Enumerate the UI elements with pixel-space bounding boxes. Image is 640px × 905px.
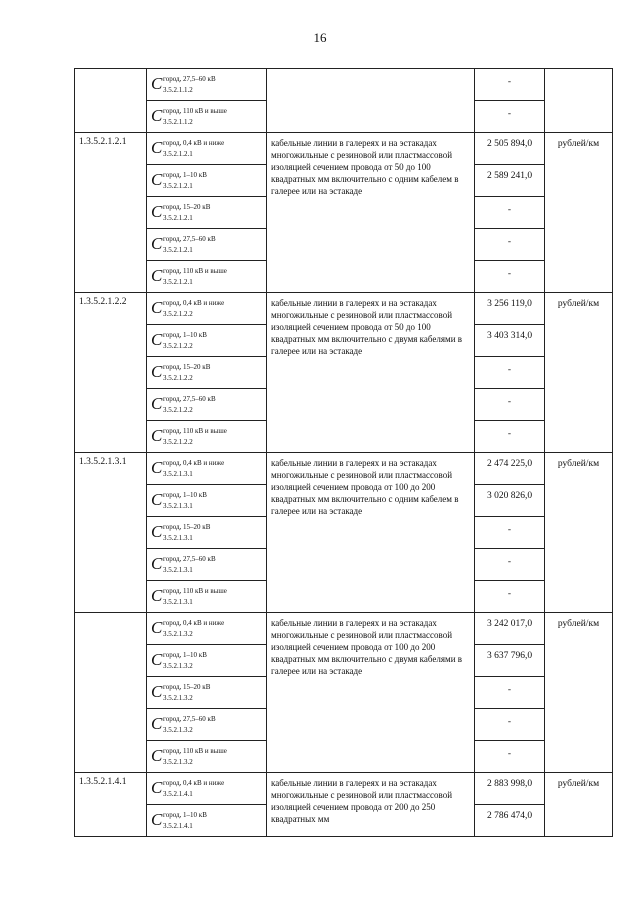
rate-value-text: 2 883 998,0 (486, 779, 533, 789)
rate-value (475, 485, 545, 517)
unit-label: рублей/км (557, 299, 600, 309)
rate-value (475, 101, 545, 133)
symbol-index: 3.5.2.1.4.1 (163, 822, 193, 830)
rate-value-text: - (507, 269, 512, 279)
rate-symbol (147, 389, 267, 421)
voltage-class: город, 0,4 кВ и ниже (163, 459, 225, 467)
unit-cell (545, 613, 613, 773)
rate-value-text: - (507, 237, 512, 247)
unit-cell (545, 453, 613, 613)
unit-cell (545, 133, 613, 293)
rate-symbol (147, 773, 267, 805)
symbol-letter: C (151, 810, 163, 829)
symbol-letter: C (151, 586, 163, 605)
rate-symbol (147, 677, 267, 709)
unit-label: рублей/км (557, 619, 600, 629)
voltage-class: город, 27,5–60 кВ (163, 395, 216, 403)
rate-value (475, 741, 545, 773)
symbol-index: 3.5.2.1.2.1 (163, 214, 193, 222)
rate-symbol (147, 357, 267, 389)
symbol-index: 3.5.2.1.3.1 (163, 502, 193, 510)
rate-value-text: - (507, 557, 512, 567)
symbol-index: 3.5.2.1.2.2 (163, 406, 193, 414)
voltage-class: город, 15–20 кВ (163, 523, 211, 531)
rate-value-text: - (507, 717, 512, 727)
symbol-index: 3.5.2.1.2.2 (163, 438, 193, 446)
symbol-letter: C (151, 234, 163, 253)
symbol-index: 3.5.2.1.2.2 (163, 342, 193, 350)
rate-value-text: 2 474 225,0 (486, 459, 533, 469)
symbol-letter: C (151, 202, 163, 221)
rate-value (475, 293, 545, 325)
voltage-class: город, 27,5–60 кВ (163, 715, 216, 723)
line-description: кабельные линии в галереях и на эстакадах многожильные с резиновой или пластмассовой изоляцией сечением провода от 50 до 100 квадратных мм включительно с двумя кабелями в галерее или на эстакаде (267, 293, 475, 453)
line-description (267, 69, 475, 133)
rate-value (475, 197, 545, 229)
rate-value (475, 389, 545, 421)
unit-cell (545, 293, 613, 453)
rate-value-text: - (507, 589, 512, 599)
symbol-index: 3.5.2.1.2.1 (163, 150, 193, 158)
voltage-class: город, 1–10 кВ (163, 651, 207, 659)
voltage-class: город, 27,5–60 кВ (163, 75, 216, 83)
symbol-index: 3.5.2.1.3.2 (163, 662, 193, 670)
rate-value (475, 261, 545, 293)
symbol-letter: C (151, 426, 163, 445)
voltage-class: город, 0,4 кВ и ниже (163, 299, 225, 307)
voltage-class: город, 15–20 кВ (163, 683, 211, 691)
unit-label (545, 69, 612, 75)
rate-value-text: - (507, 397, 512, 407)
tariff-code: 1.3.5.2.1.3.1 (75, 453, 147, 613)
rate-value-text: 2 589 241,0 (486, 171, 533, 181)
voltage-class: город, 1–10 кВ (163, 331, 207, 339)
rate-value-text: - (507, 365, 512, 375)
voltage-class: город, 15–20 кВ (163, 203, 211, 211)
rate-value (475, 453, 545, 485)
unit-label: рублей/км (557, 779, 600, 789)
symbol-index: 3.5.2.1.2.2 (163, 374, 193, 382)
rate-value-text: 3 242 017,0 (486, 619, 533, 629)
unit-label: рублей/км (557, 139, 600, 149)
symbol-index: 3.5.2.1.1.2 (163, 118, 193, 126)
unit-label: рублей/км (557, 459, 600, 469)
symbol-index: 3.5.2.1.3.2 (163, 694, 193, 702)
tariff-code: 1.3.5.2.1.2.1 (75, 133, 147, 293)
rate-symbol (147, 549, 267, 581)
symbol-letter: C (151, 170, 163, 189)
rate-value-text: - (507, 525, 512, 535)
rate-value-text: 3 637 796,0 (486, 651, 533, 661)
rate-value (475, 325, 545, 357)
symbol-index: 3.5.2.1.4.1 (163, 790, 193, 798)
rate-value (475, 677, 545, 709)
tariff-code: 1.3.5.2.1.2.2 (75, 293, 147, 453)
symbol-index: 3.5.2.1.2.1 (163, 246, 193, 254)
rate-symbol (147, 485, 267, 517)
page-number: 16 (313, 30, 327, 45)
rate-value-text: 2 505 894,0 (486, 139, 533, 149)
rate-value-text: - (507, 685, 512, 695)
symbol-letter: C (151, 362, 163, 381)
symbol-letter: C (151, 266, 163, 285)
rate-symbol (147, 453, 267, 485)
rate-symbol (147, 197, 267, 229)
rate-value (475, 133, 545, 165)
rate-value (475, 805, 545, 837)
symbol-index: 3.5.2.1.1.2 (163, 86, 193, 94)
voltage-class: город, 0,4 кВ и ниже (163, 139, 225, 147)
rate-symbol (147, 645, 267, 677)
symbol-letter: C (151, 618, 163, 637)
rate-symbol (147, 69, 267, 101)
tariff-code: 1.3.5.2.1.4.1 (75, 773, 147, 837)
rate-symbol (147, 229, 267, 261)
voltage-class: город, 1–10 кВ (163, 491, 207, 499)
voltage-class: город, 0,4 кВ и ниже (163, 619, 225, 627)
symbol-letter: C (151, 298, 163, 317)
symbol-letter: C (151, 554, 163, 573)
voltage-class: город, 27,5–60 кВ (163, 235, 216, 243)
symbol-index: 3.5.2.1.3.1 (163, 534, 193, 542)
voltage-class: город, 1–10 кВ (163, 171, 207, 179)
tariff-code (75, 613, 147, 773)
unit-cell (545, 773, 613, 837)
rate-symbol (147, 165, 267, 197)
line-description: кабельные линии в галереях и на эстакадах многожильные с резиновой или пластмассовой изоляцией сечением провода от 100 до 200 квадратных мм включительно с двумя кабелями в галерее или на эстакаде (267, 613, 475, 773)
unit-cell (545, 69, 613, 133)
voltage-class: город, 1–10 кВ (163, 811, 207, 819)
table-row (75, 293, 613, 325)
symbol-letter: C (151, 650, 163, 669)
voltage-class: город, 27,5–60 кВ (163, 555, 216, 563)
rate-value-text: 2 786 474,0 (486, 811, 533, 821)
symbol-index: 3.5.2.1.2.1 (163, 182, 193, 190)
table-row (75, 453, 613, 485)
symbol-letter: C (151, 394, 163, 413)
rate-symbol (147, 805, 267, 837)
symbol-letter: C (151, 490, 163, 509)
rate-value (475, 165, 545, 197)
rate-value (475, 645, 545, 677)
rate-value (475, 773, 545, 805)
rate-value-text: - (507, 429, 512, 439)
rate-symbol (147, 421, 267, 453)
table-body (75, 69, 613, 837)
rate-value (475, 613, 545, 645)
line-description: кабельные линии в галереях и на эстакадах многожильные с резиновой или пластмассовой изоляцией сечением провода от 100 до 200 квадратных мм включительно с одним кабелем в галерее или на эстакаде (267, 453, 475, 613)
line-description: кабельные линии в галереях и на эстакадах многожильные с резиновой или пластмассовой изоляцией сечением провода от 50 до 100 квадратных мм включительно с одним кабелем в галерее или на эстакаде (267, 133, 475, 293)
symbol-index: 3.5.2.1.3.2 (163, 758, 193, 766)
voltage-class: город, 110 кВ и выше (163, 747, 227, 755)
rate-value (475, 229, 545, 261)
line-description: кабельные линии в галереях и на эстакадах многожильные с резиновой или пластмассовой изоляцией сечением провода от 200 до 250 квадратных мм (267, 773, 475, 837)
symbol-letter: C (151, 746, 163, 765)
voltage-class: город, 0,4 кВ и ниже (163, 779, 225, 787)
voltage-class: город, 110 кВ и выше (163, 427, 227, 435)
voltage-class: город, 110 кВ и выше (163, 267, 227, 275)
symbol-letter: C (151, 778, 163, 797)
symbol-letter: C (151, 458, 163, 477)
rate-value-text: 3 256 119,0 (487, 299, 532, 309)
rate-symbol (147, 517, 267, 549)
rate-value-text: 3 020 826,0 (486, 491, 533, 501)
rate-symbol (147, 101, 267, 133)
voltage-class: город, 110 кВ и выше (163, 587, 227, 595)
rate-symbol (147, 613, 267, 645)
rate-symbol (147, 741, 267, 773)
rate-value (475, 517, 545, 549)
symbol-letter: C (151, 714, 163, 733)
rate-value-text: - (507, 749, 512, 759)
symbol-letter: C (151, 522, 163, 541)
rate-value-text: - (507, 77, 512, 87)
rate-value (475, 549, 545, 581)
rate-value (475, 69, 545, 101)
voltage-class: город, 110 кВ и выше (163, 107, 227, 115)
rate-value (475, 357, 545, 389)
symbol-index: 3.5.2.1.3.2 (163, 630, 193, 638)
rate-symbol (147, 261, 267, 293)
symbol-index: 3.5.2.1.2.1 (163, 278, 193, 286)
rate-symbol (147, 581, 267, 613)
rate-value (475, 709, 545, 741)
rate-value-text: 3 403 314,0 (486, 331, 533, 341)
symbol-index: 3.5.2.1.3.2 (163, 726, 193, 734)
table-row (75, 613, 613, 645)
rate-value-text: - (507, 205, 512, 215)
rate-symbol (147, 325, 267, 357)
tariff-code (75, 69, 147, 133)
symbol-letter: C (151, 682, 163, 701)
rate-value-text: - (507, 109, 512, 119)
table-row (75, 133, 613, 165)
symbol-letter: C (151, 106, 163, 125)
rate-symbol (147, 293, 267, 325)
rates-table (74, 68, 613, 837)
rate-value (475, 581, 545, 613)
table-row (75, 773, 613, 805)
symbol-letter: C (151, 138, 163, 157)
symbol-index: 3.5.2.1.3.1 (163, 566, 193, 574)
table-row (75, 69, 613, 101)
symbol-index: 3.5.2.1.3.1 (163, 598, 193, 606)
symbol-letter: C (151, 330, 163, 349)
voltage-class: город, 15–20 кВ (163, 363, 211, 371)
rate-symbol (147, 133, 267, 165)
symbol-index: 3.5.2.1.2.2 (163, 310, 193, 318)
rate-value (475, 421, 545, 453)
rate-symbol (147, 709, 267, 741)
symbol-letter: C (151, 74, 163, 93)
symbol-index: 3.5.2.1.3.1 (163, 470, 193, 478)
